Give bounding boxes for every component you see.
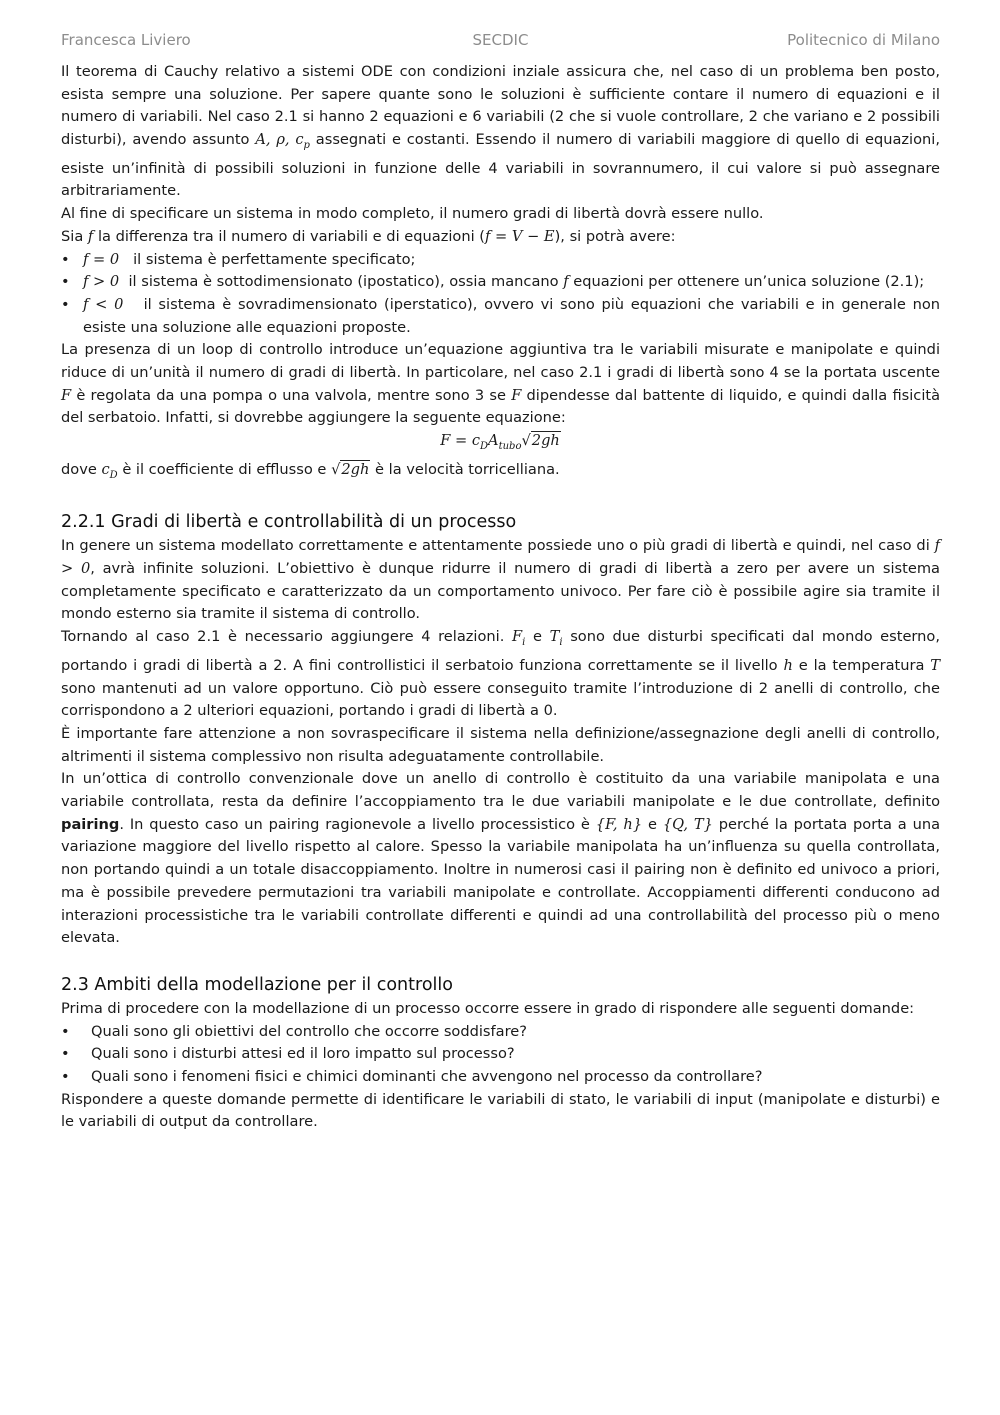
section-heading-2-3: 2.3 Ambiti della modellazione per il controllo bbox=[61, 974, 453, 995]
equation-torricelli: $F = c_DA_{tubo}√2gh$ bbox=[440, 432, 560, 453]
list-item: • Quali sono gli obiettivi del controllo che occorre soddisfare? bbox=[61, 1021, 940, 1044]
list-item: • f = 0 il sistema è perfettamente specificato; bbox=[61, 249, 940, 272]
list-item: • f < 0 il sistema è sovradimensionato (iperstatico), ovvero vi sono più equazioni che variabili e in generale non esiste una soluzione alle equazioni proposte. bbox=[61, 295, 940, 336]
paragraph-genere: In genere un sistema modellato correttamente e attentamente possiede uno o più gradi di libertà e quindi, nel caso di f > 0, avrà infinite soluzioni. L’obiettivo è dunque ridurre il numero di gradi di libertà a zero per avere un sistema completamente specificato e caratterizzato da un comportamento univoco. Per fare ciò è possibile agire sia tramite il mondo esterno sia tramite il sistema di controllo. bbox=[61, 537, 940, 623]
header-course: SECDIC bbox=[472, 31, 529, 49]
bullet-list-cases bbox=[61, 249, 940, 340]
document-body bbox=[61, 61, 940, 1134]
paragraph-attenzione: È importante fare attenzione a non sovraspecificare il sistema nella definizione/assegnazione degli anelli di controllo, altrimenti il sistema complessivo non risulta adeguatamente controllabile. bbox=[61, 724, 940, 765]
header-author: Francesca Liviero bbox=[61, 31, 191, 49]
section-heading-2-2-1: 2.2.1 Gradi di libertà e controllabilità di un processo bbox=[61, 512, 517, 533]
paragraph-rispondere: Rispondere a queste domande permette di identificare le variabili di stato, le variabili di input (manipolate e disturbi) e le variabili di output da controllare. bbox=[61, 1090, 940, 1131]
bullet-list-questions bbox=[61, 1021, 940, 1089]
bullet-icon: • bbox=[61, 1022, 70, 1040]
math-vars: A, ρ, $c_p$ bbox=[255, 131, 310, 152]
paragraph-dove: dove $c_D$ è il coefficiente di efflusso e √2gh è la velocità torricelliana. bbox=[61, 460, 560, 481]
paragraph-sia-f: Sia f la differenza tra il numero di variabili e di equazioni (f = V − E), si potrà avere: bbox=[61, 227, 676, 245]
header-institution: Politecnico di Milano bbox=[787, 31, 940, 49]
bullet-icon: • bbox=[61, 1045, 70, 1063]
paragraph-cauchy: Il teorema di Cauchy relativo a sistemi ODE con condizioni inziale assicura che, nel caso di un problema ben posto, esista sempre una soluzione. Per sapere quante sono le soluzioni è sufficiente contare il numero di equazioni e il numero di variabili. Nel caso 2.1 si hanno 2 equazioni e 6 variabili (2 che si vuole controllare, 2 che variano e 2 possibili disturbi), avendo assunto A, ρ, $c_p$ assegnati e costanti. Essendo il numero di variabili maggiore di quello di equazioni, esiste un’infinità di possibili soluzioni in funzione delle 4 variabili in sovrannumero, il cui valore si può assegnare arbitrariamente. bbox=[61, 63, 940, 200]
list-item: • Quali sono i disturbi attesi ed il loro impatto sul processo? bbox=[61, 1043, 940, 1066]
bullet-icon: • bbox=[61, 295, 70, 313]
term-pairing: pairing bbox=[61, 815, 120, 833]
paragraph-loop: La presenza di un loop di controllo introduce un’equazione aggiuntiva tra le variabili misurate e manipolate e quindi riduce di un’unità il numero di gradi di libertà. In particolare, nel caso 2.1 i gradi di libertà sono 4 se la portata uscente F è regolata da una pompa o una valvola, mentre sono 3 se F dipendesse dal battente di liquido, e quindi dalla fisicità del serbatoio. Infatti, si dovrebbe aggiungere la seguente equazione: bbox=[61, 341, 941, 427]
paragraph-pairing: In un’ottica di controllo convenzionale dove un anello di controllo è costituito da una variabile manipolata e una variabile controllata, resta da definire l’accoppiamento tra le due variabili manipolate e le due controllate, definito pairing. In questo caso un pairing ragionevole a livello processistico è {F, h} e {Q, T} perché la portata porta a una variazione maggiore del livello rispetto al calore. Spesso la variabile manipolata ha un’influenza su quella controllata, non portando quindi a un totale disaccoppiamento. Inoltre in numerosi casi il pairing non è definito ed univoco a priori, ma è possibile prevedere permutazioni tra variabili manipolate e controllate. Accoppiamenti differenti conducono ad interazioni processistiche tra le variabili controllate differenti e quindi ad una controllabilità del processo più o meno elevata. bbox=[61, 770, 941, 947]
paragraph-prima: Prima di procedere con la modellazione di un processo occorre essere in grado di rispondere alle seguenti domande: bbox=[61, 999, 915, 1017]
page-header bbox=[61, 31, 940, 51]
bullet-icon: • bbox=[61, 250, 70, 268]
list-item: • Quali sono i fenomeni fisici e chimici dominanti che avvengono nel processo da controllare? bbox=[61, 1066, 940, 1089]
bullet-icon: • bbox=[61, 1068, 70, 1086]
paragraph-caso-2-1: Tornando al caso 2.1 è necessario aggiungere 4 relazioni. $F_i$ e $T_i$ sono due disturbi specificati dal mondo esterno, portando i gradi di libertà a 2. A fini controllistici il serbatoio funziona correttamente se il livello h e la temperatura T sono mantenuti ad un valore opportuno. Ciò può essere conseguito tramite l’introduzione di 2 anelli di controllo, che corrispondono a 2 ulteriori equazioni, portando i gradi di libertà a 0. bbox=[61, 628, 941, 720]
bullet-icon: • bbox=[61, 273, 70, 291]
paragraph-gradi-liberta: Al fine di specificare un sistema in modo completo, il numero gradi di libertà dovrà essere nullo. bbox=[61, 205, 764, 223]
list-item: • f > 0 il sistema è sottodimensionato (ipostatico), ossia mancano f equazioni per ottenere un’unica soluzione (2.1); bbox=[61, 271, 940, 294]
